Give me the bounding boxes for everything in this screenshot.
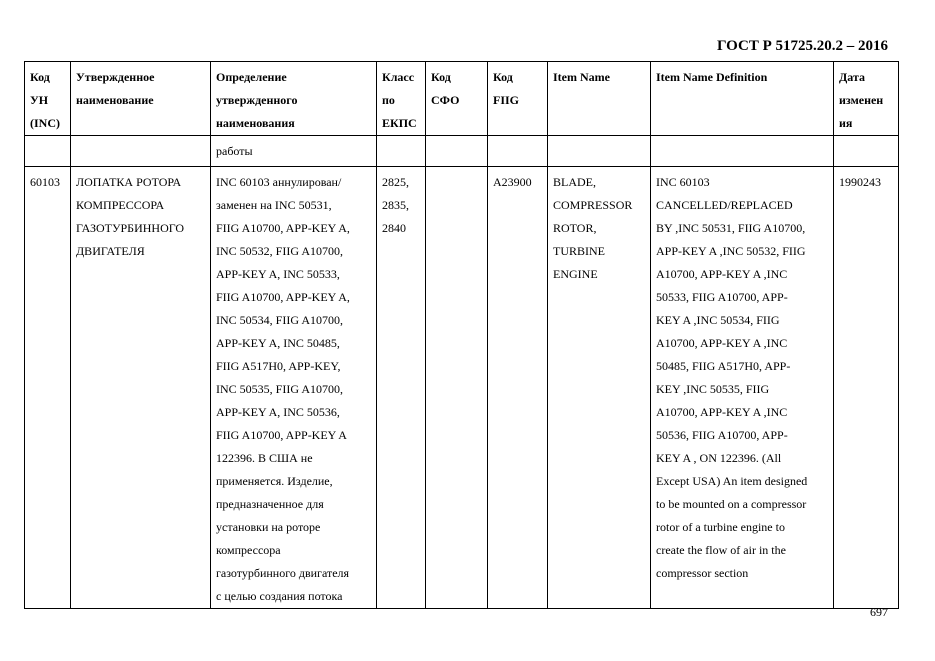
cell-line: compressor section: [656, 566, 749, 580]
cell-line: APP-KEY A, INC 50533,: [216, 267, 340, 281]
cell-line: газотурбинного двигателя: [216, 566, 350, 580]
cell-line: ENGINE: [553, 267, 598, 281]
cell-fiig-code: [488, 167, 548, 609]
header-change-date: [834, 62, 899, 136]
cell-line: FIIG A10700, APP-KEY A,: [216, 290, 350, 304]
cell-line: FIIG: [493, 93, 520, 107]
header-fiig-code: [488, 62, 548, 136]
cell-line: 2825,: [382, 175, 409, 189]
cell-line: изменен: [839, 93, 884, 107]
cell-line: APP-KEY A ,INC 50532, FIIG: [656, 244, 806, 258]
cell-line: 50533, FIIG A10700, APP-: [656, 290, 788, 304]
cell-line: работы: [216, 144, 253, 158]
cell-line: с целью создания потока: [216, 589, 343, 603]
cell-line: 2835,: [382, 198, 409, 212]
header-item-name-definition: [651, 62, 834, 136]
cell-line: APP-KEY A, INC 50485,: [216, 336, 340, 350]
cell-line: INC 60103: [656, 175, 710, 189]
cell-line: A23900: [493, 175, 532, 189]
header-item-name: [548, 62, 651, 136]
cell-line: наименования: [216, 116, 295, 130]
cell-line: FIIG A517H0, APP-KEY,: [216, 359, 341, 373]
cell-line: УН: [30, 93, 49, 107]
cell-line: KEY A , ON 122396. (All: [656, 451, 782, 465]
cell-name-definition: [211, 167, 377, 609]
header-sfo-code: [426, 62, 488, 136]
cell-line: KEY ,INC 50535, FIIG: [656, 382, 770, 396]
cell-line: Класс: [382, 70, 415, 84]
cell-change-date: [834, 136, 899, 167]
catalog-table: [24, 61, 899, 609]
cell-line: ГАЗОТУРБИННОГО: [76, 221, 185, 235]
header-approved-name: [71, 62, 211, 136]
continuation-row: [25, 136, 899, 167]
cell-item-name: [548, 136, 651, 167]
cell-line: СФО: [431, 93, 460, 107]
cell-line: применяется. Изделие,: [216, 474, 333, 488]
cell-line: по: [382, 93, 395, 107]
cell-line: FIIG A10700, APP-KEY A,: [216, 221, 350, 235]
table-row: [25, 167, 899, 609]
cell-line: 1990243: [839, 175, 881, 189]
cell-line: create the flow of air in the: [656, 543, 786, 557]
cell-line: (INC): [30, 116, 60, 130]
cell-line: INC 50535, FIIG A10700,: [216, 382, 344, 396]
cell-line: ия: [839, 116, 853, 130]
cell-line: заменен на INC 50531,: [216, 198, 332, 212]
cell-line: COMPRESSOR: [553, 198, 633, 212]
cell-line: BY ,INC 50531, FIIG A10700,: [656, 221, 806, 235]
cell-line: Except USA) An item designed: [656, 474, 808, 488]
cell-name-definition: [211, 136, 377, 167]
cell-sfo-code: [426, 136, 488, 167]
cell-ekps-class: [377, 167, 426, 609]
cell-line: KEY A ,INC 50534, FIIG: [656, 313, 780, 327]
cell-approved-name: [71, 167, 211, 609]
cell-line: INC 60103 аннулирован/: [216, 175, 342, 189]
cell-line: Код: [431, 70, 451, 84]
cell-sfo-code: [426, 167, 488, 609]
cell-line: BLADE,: [553, 175, 596, 189]
cell-line: Код: [30, 70, 50, 84]
header-row: [25, 62, 899, 136]
cell-line: установки на роторе: [216, 520, 321, 534]
cell-line: предназначенное для: [216, 497, 324, 511]
cell-line: 122396. В США не: [216, 451, 313, 465]
cell-line: 60103: [30, 175, 60, 189]
cell-line: 50485, FIIG A517H0, APP-: [656, 359, 791, 373]
cell-line: INC 50534, FIIG A10700,: [216, 313, 344, 327]
cell-line: 50536, FIIG A10700, APP-: [656, 428, 788, 442]
cell-line: Дата: [839, 70, 865, 84]
cell-change-date: [834, 167, 899, 609]
cell-line: TURBINE: [553, 244, 605, 258]
header-inc-code: [25, 62, 71, 136]
cell-line: Код: [493, 70, 513, 84]
cell-line: Утвержденное: [76, 70, 155, 84]
cell-inc-code: [25, 167, 71, 609]
cell-line: rotor of a turbine engine to: [656, 520, 785, 534]
cell-line: APP-KEY A, INC 50536,: [216, 405, 340, 419]
cell-inc-code: [25, 136, 71, 167]
cell-item-name-definition: [651, 136, 834, 167]
cell-line: 2840: [382, 221, 406, 235]
cell-line: CANCELLED/REPLACED: [656, 198, 793, 212]
cell-line: наименование: [76, 93, 154, 107]
cell-line: A10700, APP-KEY A ,INC: [656, 267, 788, 281]
cell-line: ДВИГАТЕЛЯ: [76, 244, 145, 258]
cell-line: A10700, APP-KEY A ,INC: [656, 405, 788, 419]
cell-line: INC 50532, FIIG A10700,: [216, 244, 344, 258]
cell-line: утвержденного: [216, 93, 298, 107]
cell-line: КОМПРЕССОРА: [76, 198, 165, 212]
cell-fiig-code: [488, 136, 548, 167]
page-number: 697: [870, 605, 888, 619]
cell-line: Item Name Definition: [656, 70, 768, 84]
header-ekps-class: [377, 62, 426, 136]
cell-line: ЕКПС: [382, 116, 417, 130]
cell-line: Item Name: [553, 70, 610, 84]
cell-line: Определение: [216, 70, 287, 84]
header-name-definition: [211, 62, 377, 136]
document-title: ГОСТ Р 51725.20.2 – 2016: [716, 38, 888, 54]
cell-line: компрессора: [216, 543, 281, 557]
cell-item-name-definition: [651, 167, 834, 609]
cell-line: ROTOR,: [553, 221, 597, 235]
cell-ekps-class: [377, 136, 426, 167]
cell-line: FIIG A10700, APP-KEY A: [216, 428, 347, 442]
cell-line: ЛОПАТКА РОТОРА: [76, 175, 182, 189]
cell-line: A10700, APP-KEY A ,INC: [656, 336, 788, 350]
cell-line: to be mounted on a compressor: [656, 497, 807, 511]
cell-approved-name: [71, 136, 211, 167]
cell-item-name: [548, 167, 651, 609]
